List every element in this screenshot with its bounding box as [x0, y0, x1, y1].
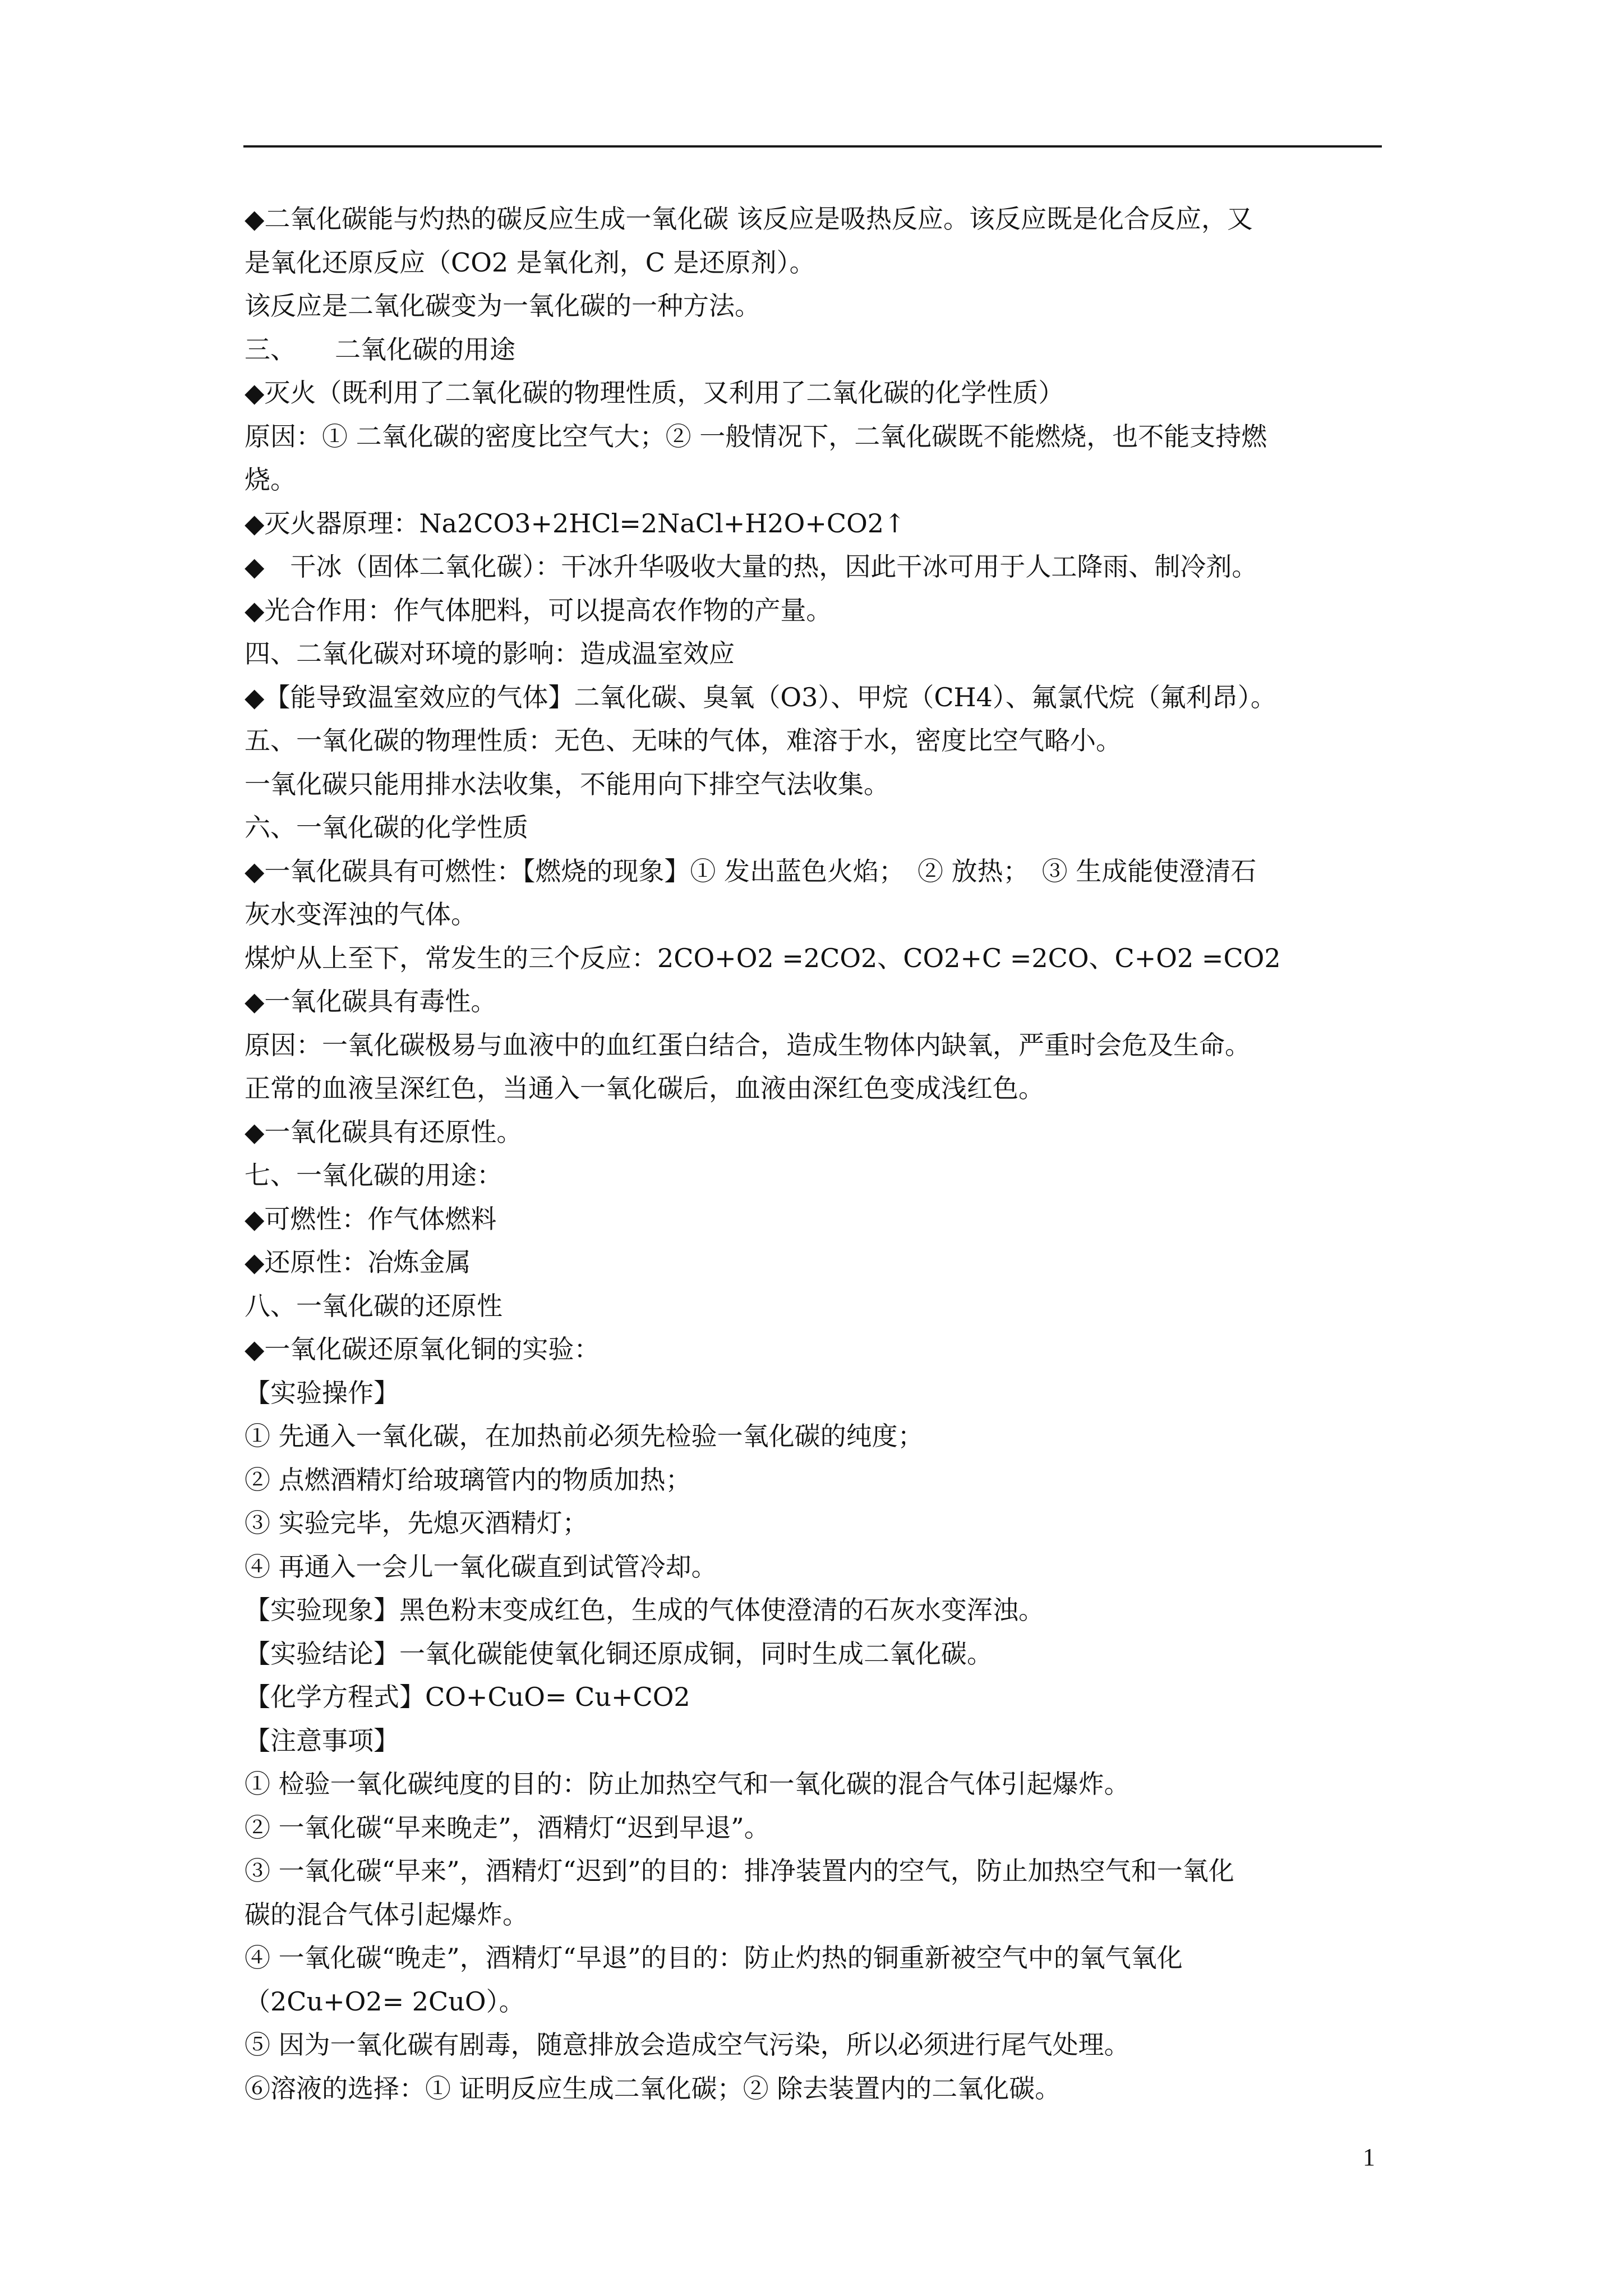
- text-line: ◆一氧化碳具有可燃性：【燃烧的现象】① 发出蓝色火焰； ② 放热； ③ 生成能使澄清石: [245, 855, 1257, 886]
- text-line: 【注意事项】: [245, 1725, 399, 1756]
- text-line: 烧。: [245, 464, 296, 495]
- text-line: ◆还原性：冶炼金属: [245, 1247, 471, 1277]
- header-rule: [243, 145, 1382, 148]
- text-line: 煤炉从上至下，常发生的三个反应：2CO+O2 =2CO2、CO2+C =2CO、C+O2 =CO2: [245, 942, 1281, 973]
- text-line: 五、一氧化碳的物理性质：无色、无味的气体，难溶于水，密度比空气略小。: [245, 725, 1122, 756]
- text-line: ◆二氧化碳能与灼热的碳反应生成一氧化碳 该反应是吸热反应。该反应既是化合反应，又: [245, 204, 1253, 234]
- text-line: 八、一氧化碳的还原性: [245, 1290, 502, 1321]
- text-line: ① 先通入一氧化碳，在加热前必须先检验一氧化碳的纯度；: [245, 1421, 924, 1451]
- text-line: ③ 实验完毕，先熄灭酒精灯；: [245, 1508, 588, 1538]
- text-line: 四、二氧化碳对环境的影响：造成温室效应: [245, 638, 735, 669]
- text-line: ◆【能导致温室效应的气体】二氧化碳、臭氧（O3）、甲烷（CH4）、氟氯代烷（氟利昂）。: [245, 682, 1276, 712]
- text-line: 七、一氧化碳的用途：: [245, 1160, 502, 1190]
- text-line: ◆一氧化碳具有毒性。: [245, 986, 497, 1016]
- text-line: 是氧化还原反应（CO2 是氧化剂，C 是还原剂）。: [245, 247, 815, 278]
- text-line: （2Cu+O2= 2CuO）。: [245, 1986, 525, 2017]
- text-line: 该反应是二氧化碳变为一氧化碳的一种方法。: [245, 291, 760, 321]
- text-line: 正常的血液呈深红色，当通入一氧化碳后，血液由深红色变成浅红色。: [245, 1073, 1044, 1103]
- text-line: 【实验结论】一氧化碳能使氧化铜还原成铜，同时生成二氧化碳。: [245, 1638, 993, 1669]
- text-line: 原因：① 二氧化碳的密度比空气大；② 一般情况下，二氧化碳既不能燃烧，也不能支持燃: [245, 421, 1267, 452]
- text-line: ④ 一氧化碳“晚走”，酒精灯“早退”的目的：防止灼热的铜重新被空气中的氧气氧化: [245, 1943, 1183, 1973]
- text-line: ① 检验一氧化碳纯度的目的：防止加热空气和一氧化碳的混合气体引起爆炸。: [245, 1769, 1130, 1799]
- text-line: 六、一氧化碳的化学性质: [245, 812, 528, 843]
- text-line: 【实验现象】黑色粉末变成红色，生成的气体使澄清的石灰水变浑浊。: [245, 1595, 1044, 1625]
- text-line: 【实验操作】: [245, 1377, 399, 1408]
- page-number: 1: [1363, 2143, 1375, 2171]
- text-line: ◆ 干冰（固体二氧化碳）：干冰升华吸收大量的热，因此干冰可用于人工降雨、制冷剂。: [245, 551, 1258, 582]
- text-line: ② 点燃酒精灯给玻璃管内的物质加热；: [245, 1464, 691, 1495]
- text-line: ④ 再通入一会儿一氧化碳直到试管冷却。: [245, 1551, 717, 1582]
- text-line: 原因：一氧化碳极易与血液中的血红蛋白结合，造成生物体内缺氧，严重时会危及生命。: [245, 1029, 1251, 1060]
- text-line: ◆灭火（既利用了二氧化碳的物理性质，又利用了二氧化碳的化学性质）: [245, 378, 1064, 408]
- text-line: ◆光合作用：作气体肥料，可以提高农作物的产量。: [245, 595, 832, 625]
- text-line: ◆一氧化碳具有还原性。: [245, 1116, 523, 1147]
- text-line: 三、 二氧化碳的用途: [245, 334, 515, 365]
- text-line: 一氧化碳只能用排水法收集，不能用向下排空气法收集。: [245, 769, 889, 799]
- text-line: 灰水变浑浊的气体。: [245, 899, 477, 930]
- text-line: ② 一氧化碳“早来晚走”，酒精灯“迟到早退”。: [245, 1812, 770, 1843]
- text-line: 【化学方程式】CO+CuO= Cu+CO2: [245, 1682, 690, 1712]
- text-line: ⑥溶液的选择：① 证明反应生成二氧化碳；② 除去装置内的二氧化碳。: [245, 2073, 1061, 2104]
- document-body: [245, 197, 1394, 2110]
- text-line: ⑤ 因为一氧化碳有剧毒，随意排放会造成空气污染，所以必须进行尾气处理。: [245, 2030, 1130, 2060]
- text-line: ◆灭火器原理：Na2CO3+2HCl=2NaCl+H2O+CO2↑: [245, 508, 906, 539]
- text-line: ◆可燃性：作气体燃料: [245, 1203, 497, 1234]
- text-line: ③ 一氧化碳“早来”，酒精灯“迟到”的目的：排净装置内的空气，防止加热空气和一氧化: [245, 1856, 1234, 1886]
- text-line: 碳的混合气体引起爆炸。: [245, 1899, 528, 1930]
- text-line: ◆一氧化碳还原氧化铜的实验：: [245, 1334, 600, 1364]
